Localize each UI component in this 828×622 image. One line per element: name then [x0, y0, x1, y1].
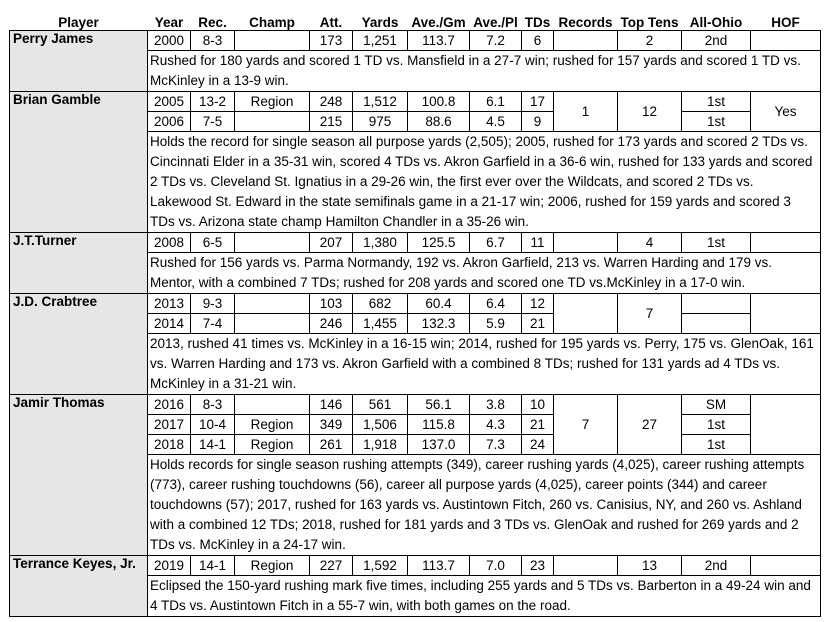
header-ave-pl: Ave./Pl — [473, 15, 518, 30]
record-cell: 8-3 — [191, 31, 235, 51]
yards-cell: 1,455 — [353, 314, 408, 334]
all-ohio-cell — [682, 294, 751, 314]
record-cell: 8-3 — [191, 395, 235, 415]
year-cell: 2016 — [148, 395, 191, 415]
player-notes-cell: Rushed for 156 yards vs. Parma Normandy, 192 vs. Akron Garfield, 213 vs. Warren Harding and 179 vs. Mentor, with a combined 7 TDs; rushed for 208 yards and scored one TD vs.McKinley in a 17-0 win. — [148, 253, 821, 294]
header-all-ohio: All-Ohio — [689, 15, 743, 30]
top-tens-cell: 12 — [618, 92, 682, 132]
touchdowns-cell: 21 — [522, 415, 554, 435]
avg-per-game-cell: 137.0 — [408, 435, 470, 455]
avg-per-play-cell: 6.7 — [470, 233, 522, 253]
player-name-cell: J.D. Crabtree — [10, 294, 148, 395]
year-cell: 2000 — [148, 31, 191, 51]
touchdowns-cell: 21 — [522, 314, 554, 334]
hof-cell — [751, 31, 821, 51]
attempts-cell: 173 — [310, 31, 353, 51]
table-row — [10, 294, 821, 314]
avg-per-play-cell: 7.3 — [470, 435, 522, 455]
yards-cell: 1,506 — [353, 415, 408, 435]
hof-cell — [751, 395, 821, 455]
avg-per-game-cell: 132.3 — [408, 314, 470, 334]
record-cell: 13-2 — [191, 92, 235, 112]
champ-cell — [235, 31, 310, 51]
touchdowns-cell: 17 — [522, 92, 554, 112]
avg-per-game-cell: 125.5 — [408, 233, 470, 253]
rushing-records-table — [9, 9, 821, 617]
champ-cell — [235, 395, 310, 415]
player-name-cell: J.T.Turner — [10, 233, 148, 294]
top-tens-cell: 2 — [618, 31, 682, 51]
record-cell: 14-1 — [191, 556, 235, 576]
champ-cell — [235, 233, 310, 253]
record-cell: 9-3 — [191, 294, 235, 314]
yards-cell: 1,512 — [353, 92, 408, 112]
record-cell: 6-5 — [191, 233, 235, 253]
header-year: Year — [154, 15, 184, 30]
player-notes-cell: Rushed for 180 yards and scored 1 TD vs. Mansfield in a 27-7 win; rushed for 157 yards and scored 1 TD vs. McKinley in a 13-9 win. — [148, 51, 821, 92]
all-ohio-cell: 1st — [682, 92, 751, 112]
table-row — [10, 233, 821, 253]
champ-cell — [235, 314, 310, 334]
avg-per-play-cell: 4.5 — [470, 112, 522, 132]
player-name-cell: Terrance Keyes, Jr. — [10, 556, 148, 617]
attempts-cell: 207 — [310, 233, 353, 253]
yards-cell: 1,251 — [353, 31, 408, 51]
touchdowns-cell: 9 — [522, 112, 554, 132]
hof-cell — [751, 233, 821, 253]
header-records: Records — [558, 15, 613, 30]
record-cell: 7-4 — [191, 314, 235, 334]
header-player: Player — [58, 15, 99, 30]
header-champ: Champ — [249, 15, 295, 30]
avg-per-play-cell: 6.1 — [470, 92, 522, 112]
top-tens-cell: 7 — [618, 294, 682, 334]
attempts-cell: 349 — [310, 415, 353, 435]
attempts-cell: 246 — [310, 314, 353, 334]
all-ohio-cell: 1st — [682, 415, 751, 435]
hof-cell: Yes — [751, 92, 821, 132]
avg-per-play-cell: 5.9 — [470, 314, 522, 334]
touchdowns-cell: 11 — [522, 233, 554, 253]
all-ohio-cell: 1st — [682, 233, 751, 253]
yards-cell: 1,380 — [353, 233, 408, 253]
player-name-cell: Perry James — [10, 31, 148, 92]
player-notes-cell: Holds the record for single season all purpose yards (2,505); 2005, rushed for 173 yards and scored 2 TDs vs. Cincinnati Elder in a 35-31 win, scored 4 TDs vs. Akron Garfield in a 36-6 win, rushed for 133 yards and scored 2 TDs vs. Cleveland St. Ignatius in a 29-26 win, the first ever over the Wildcats, and scored 2 TDs vs. Lakewood St. Edward in the state semifinals game in a 21-17 win; 2006, rushed for 159 yards and scored 3 TDs vs. Arizona state champ Hamilton Chandler in a 35-26 win. — [148, 132, 821, 233]
header-att: Att. — [319, 15, 343, 30]
yards-cell: 1,592 — [353, 556, 408, 576]
all-ohio-cell — [682, 314, 751, 334]
all-ohio-cell: SM — [682, 395, 751, 415]
top-tens-cell: 27 — [618, 395, 682, 455]
attempts-cell: 227 — [310, 556, 353, 576]
records-cell — [554, 31, 618, 51]
player-notes-cell: Eclipsed the 150-yard rushing mark five times, including 255 yards and 5 TDs vs. Barberton in a 49-24 win and 4 TDs vs. Austintown Fitch in a 55-7 win, with both games on the road. — [148, 576, 821, 617]
touchdowns-cell: 12 — [522, 294, 554, 314]
record-cell: 10-4 — [191, 415, 235, 435]
record-cell: 14-1 — [191, 435, 235, 455]
top-tens-cell: 13 — [618, 556, 682, 576]
records-cell: 1 — [554, 92, 618, 132]
records-cell: 7 — [554, 395, 618, 455]
avg-per-play-cell: 3.8 — [470, 395, 522, 415]
table-body — [10, 31, 821, 617]
champ-cell — [235, 294, 310, 314]
table-row — [10, 395, 821, 415]
year-cell: 2014 — [148, 314, 191, 334]
avg-per-play-cell: 6.4 — [470, 294, 522, 314]
attempts-cell: 261 — [310, 435, 353, 455]
yards-cell: 1,918 — [353, 435, 408, 455]
champ-cell — [235, 112, 310, 132]
attempts-cell: 215 — [310, 112, 353, 132]
avg-per-game-cell: 113.7 — [408, 556, 470, 576]
avg-per-play-cell: 7.0 — [470, 556, 522, 576]
header-yards: Yards — [361, 15, 399, 30]
attempts-cell: 103 — [310, 294, 353, 314]
champ-cell: Region — [235, 435, 310, 455]
records-cell — [554, 556, 618, 576]
hof-cell — [751, 556, 821, 576]
touchdowns-cell: 6 — [522, 31, 554, 51]
year-cell: 2019 — [148, 556, 191, 576]
year-cell: 2018 — [148, 435, 191, 455]
all-ohio-cell: 2nd — [682, 556, 751, 576]
year-cell: 2017 — [148, 415, 191, 435]
touchdowns-cell: 23 — [522, 556, 554, 576]
avg-per-game-cell: 88.6 — [408, 112, 470, 132]
avg-per-game-cell: 56.1 — [408, 395, 470, 415]
header-top-tens: Top Tens — [620, 15, 679, 30]
avg-per-game-cell: 100.8 — [408, 92, 470, 112]
table-row — [10, 92, 821, 112]
all-ohio-cell: 1st — [682, 435, 751, 455]
yards-cell: 975 — [353, 112, 408, 132]
touchdowns-cell: 10 — [522, 395, 554, 415]
avg-per-game-cell: 60.4 — [408, 294, 470, 314]
yards-cell: 561 — [353, 395, 408, 415]
table-row — [10, 556, 821, 576]
year-cell: 2008 — [148, 233, 191, 253]
attempts-cell: 146 — [310, 395, 353, 415]
all-ohio-cell: 2nd — [682, 31, 751, 51]
top-tens-cell: 4 — [618, 233, 682, 253]
touchdowns-cell: 24 — [522, 435, 554, 455]
records-cell — [554, 294, 618, 334]
player-notes-cell: Holds records for single season rushing attempts (349), career rushing yards (4,025), career rushing attempts (773), career rushing touchdowns (56), career all purpose yards (4,025), career points (344) and career touchdowns (57); 2017, rushed for 163 yards vs. Austintown Fitch, 260 vs. Canisius, NY, and 260 vs. Ashland with a combined 12 TDs; 2018, rushed for 181 yards and 3 TDs vs. GlenOak and rushed for 269 yards and 2 TDs vs. McKinley in a 24-17 win. — [148, 455, 821, 556]
header-hof: HOF — [771, 15, 800, 30]
champ-cell: Region — [235, 415, 310, 435]
avg-per-game-cell: 113.7 — [408, 31, 470, 51]
player-name-cell: Jamir Thomas — [10, 395, 148, 556]
player-name-cell: Brian Gamble — [10, 92, 148, 233]
year-cell: 2006 — [148, 112, 191, 132]
header-rec: Rec. — [198, 15, 227, 30]
yards-cell: 682 — [353, 294, 408, 314]
table-row — [10, 31, 821, 51]
record-cell: 7-5 — [191, 112, 235, 132]
records-table-container — [9, 9, 820, 617]
avg-per-play-cell: 4.3 — [470, 415, 522, 435]
header-row — [10, 9, 821, 31]
champ-cell: Region — [235, 92, 310, 112]
champ-cell: Region — [235, 556, 310, 576]
all-ohio-cell: 1st — [682, 112, 751, 132]
year-cell: 2013 — [148, 294, 191, 314]
header-ave-gm: Ave./Gm — [411, 15, 466, 30]
avg-per-game-cell: 115.8 — [408, 415, 470, 435]
header-tds: TDs — [524, 15, 551, 30]
avg-per-play-cell: 7.2 — [470, 31, 522, 51]
year-cell: 2005 — [148, 92, 191, 112]
hof-cell — [751, 294, 821, 334]
records-cell — [554, 233, 618, 253]
player-notes-cell: 2013, rushed 41 times vs. McKinley in a 16-15 win; 2014, rushed for 195 yards vs. Perry, 175 vs. GlenOak, 161 vs. Warren Harding and 173 vs. Akron Garfield with a combined 8 TDs; rushed for 131 yards ad 4 TDs vs. McKinley in a 31-21 win. — [148, 334, 821, 395]
attempts-cell: 248 — [310, 92, 353, 112]
